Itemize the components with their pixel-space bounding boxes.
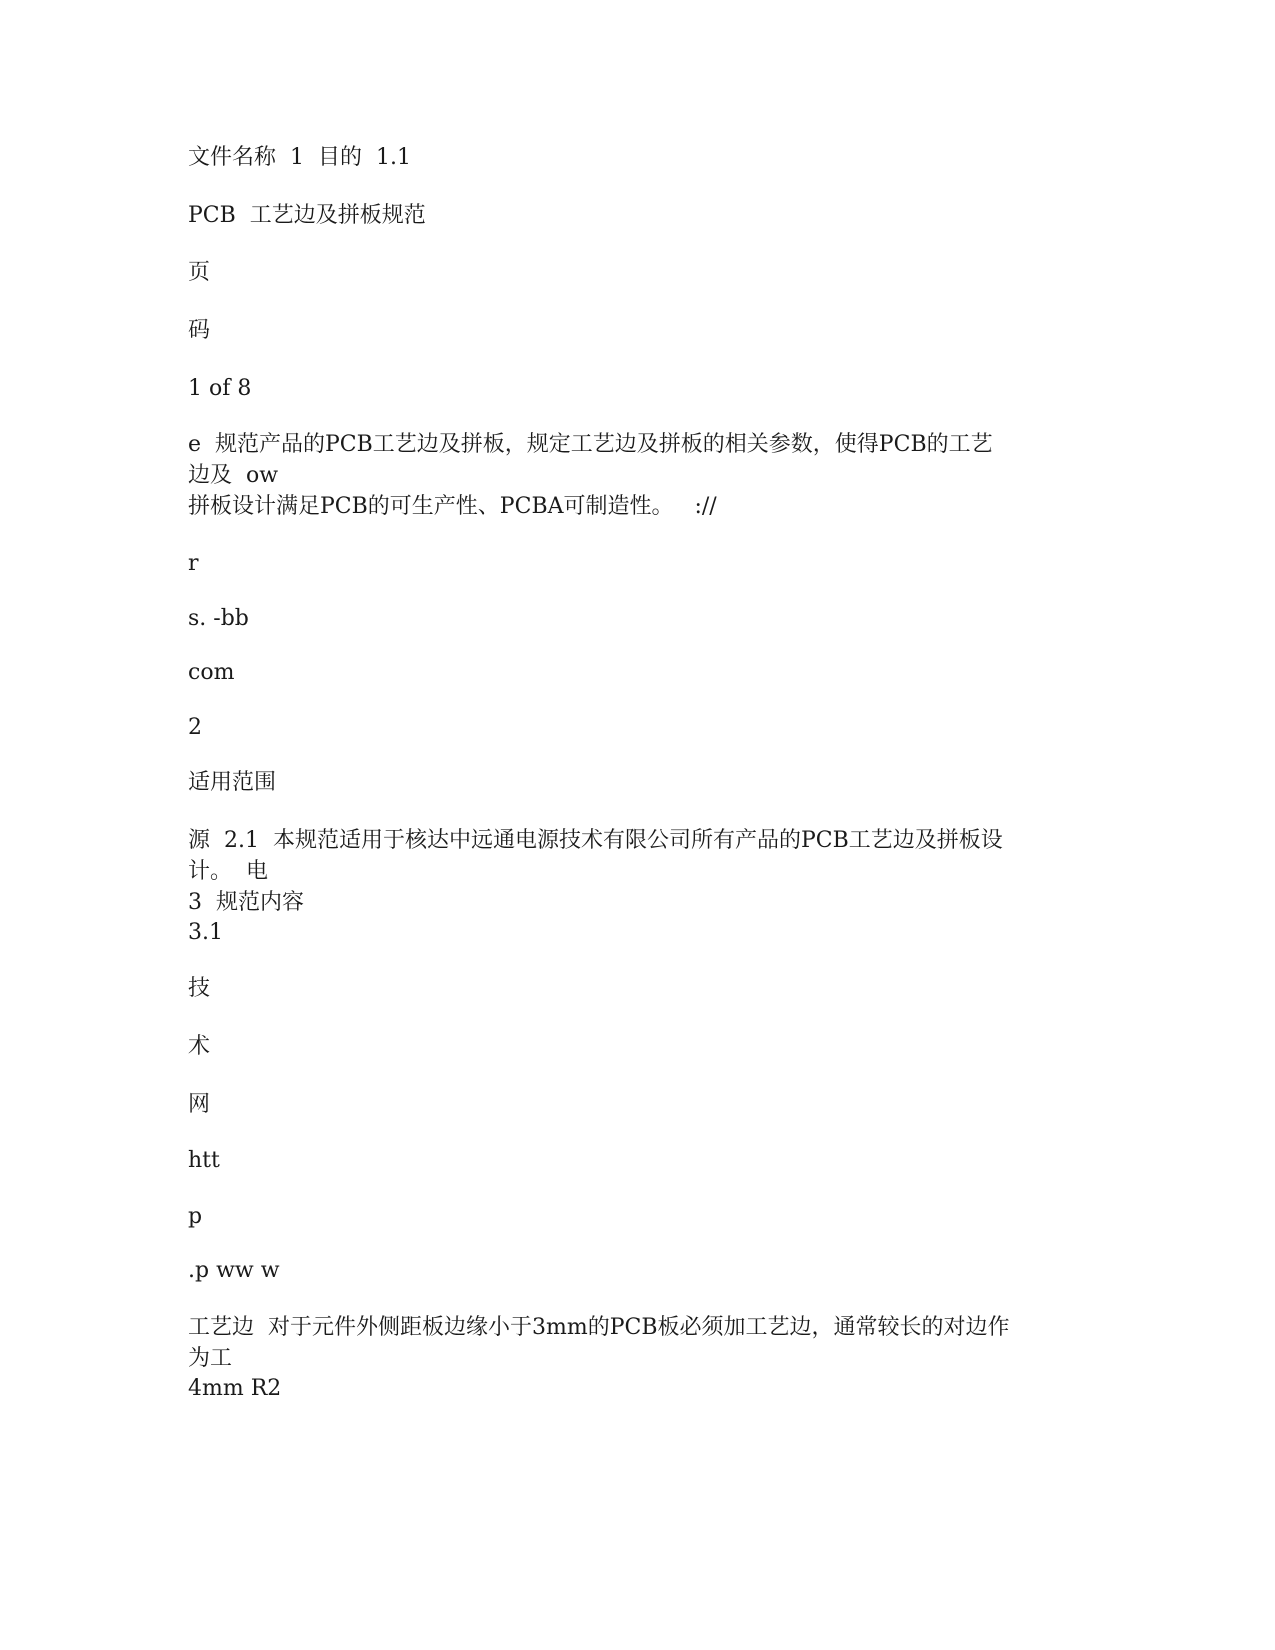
doc-line-fragment-bb: s. -bb [188, 606, 249, 631]
doc-line-process-edge-1: 工艺边 对于元件外侧距板边缘小于3mm的PCB板必须加工艺边，通常较长的对边作 [188, 1315, 1010, 1340]
doc-line-purpose-1: e 规范产品的PCB工艺边及拼板，规定工艺边及拼板的相关参数，使得PCB的工艺 [188, 432, 993, 457]
doc-line-file-name: 文件名称 1 目的 1.1 [188, 145, 411, 170]
doc-line-fragment-htt: htt [188, 1148, 220, 1173]
doc-line-fragment-shu: 术 [188, 1034, 211, 1059]
doc-line-fragment-wang: 网 [188, 1092, 211, 1117]
doc-line-scope-1: 源 2.1 本规范适用于核达中远通电源技术有限公司所有产品的PCB工艺边及拼板设 [188, 828, 1003, 853]
doc-line-page-number: 1 of 8 [188, 376, 252, 401]
doc-line-scope-2: 计。 电 [188, 859, 268, 884]
doc-line-section-2-heading: 适用范围 [188, 770, 277, 795]
doc-line-section-2-number: 2 [188, 715, 202, 740]
doc-line-fragment-p: p [188, 1204, 203, 1229]
doc-line-title: PCB 工艺边及拼板规范 [188, 203, 426, 228]
doc-line-process-edge-2: 为工 [188, 1346, 233, 1371]
doc-line-page-label-1: 页 [188, 260, 211, 285]
doc-line-page-label-2: 码 [188, 318, 211, 343]
doc-line-fragment-com: com [188, 660, 235, 685]
doc-line-purpose-2: 边及 ow [188, 463, 279, 488]
doc-line-section-3-heading: 3 规范内容 [188, 890, 304, 915]
doc-line-purpose-3: 拼板设计满足PCB的可生产性、PCBA可制造性。 :// [188, 494, 717, 519]
doc-line-fragment-www: .p ww w [188, 1258, 280, 1283]
doc-line-process-edge-3: 4mm R2 [188, 1376, 282, 1401]
doc-line-fragment-ji: 技 [188, 976, 211, 1001]
doc-line-section-3-1: 3.1 [188, 920, 223, 945]
doc-line-fragment-r: r [188, 551, 199, 576]
